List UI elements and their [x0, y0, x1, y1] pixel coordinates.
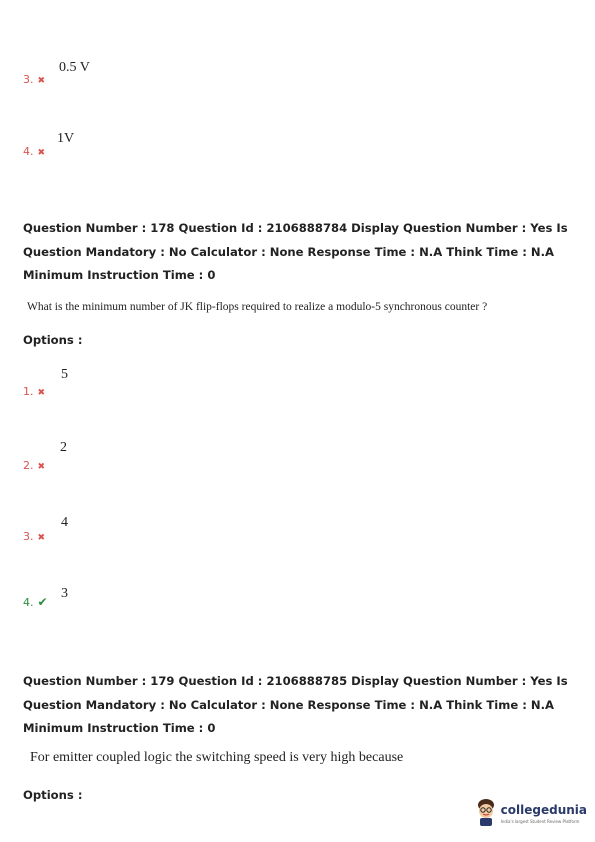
wrong-mark-icon: ✖: [37, 75, 46, 85]
option-row: [23, 142, 45, 160]
option-row: [23, 70, 45, 88]
option-number: 4.: [23, 596, 34, 609]
option-row: [23, 382, 45, 400]
wrong-mark-icon: ✖: [37, 147, 46, 157]
question-meta: Question Number : 179 Question Id : 2106888785 Display Question Number : Yes Is Question Mandatory : No Calculator : None Response Time : N.A Think Time : N.A Minimum Instruction Time : 0: [23, 674, 568, 735]
option-number: 4.: [23, 145, 34, 158]
wrong-mark-icon: ✖: [37, 532, 46, 542]
wrong-mark-icon: ✖: [37, 461, 46, 471]
option-number: 1.: [23, 385, 34, 398]
options-label: Options :: [23, 788, 83, 802]
option-value: 0.5 V: [59, 60, 90, 75]
option-value: 3: [61, 586, 68, 601]
question-meta: Question Number : 178 Question Id : 2106888784 Display Question Number : Yes Is Question Mandatory : No Calculator : None Response Time : N.A Think Time : N.A Minimum Instruction Time : 0: [23, 221, 568, 282]
option-number: 2.: [23, 459, 34, 472]
wrong-mark-icon: ✖: [37, 387, 46, 397]
option-value: 1V: [57, 131, 75, 146]
option-value: 5: [61, 367, 68, 382]
option-number: 3.: [23, 73, 34, 86]
options-label: Options :: [23, 333, 83, 347]
mascot-icon: [475, 797, 497, 827]
option-row: [23, 593, 48, 611]
check-mark-icon: ✔: [37, 595, 48, 609]
logo-name: collegedunia: [500, 802, 587, 817]
option-row: [23, 456, 45, 474]
question-text: For emitter coupled logic the switching speed is very high because: [30, 750, 404, 765]
collegedunia-logo: [475, 797, 587, 827]
logo-tagline: India's largest Student Review Platform: [500, 818, 580, 824]
question-text: What is the minimum number of JK flip-flops required to realize a modulo-5 synchronous counter ?: [27, 301, 488, 313]
option-value: 2: [60, 440, 67, 455]
option-row: [23, 527, 45, 545]
option-number: 3.: [23, 530, 34, 543]
option-value: 4: [61, 515, 68, 530]
